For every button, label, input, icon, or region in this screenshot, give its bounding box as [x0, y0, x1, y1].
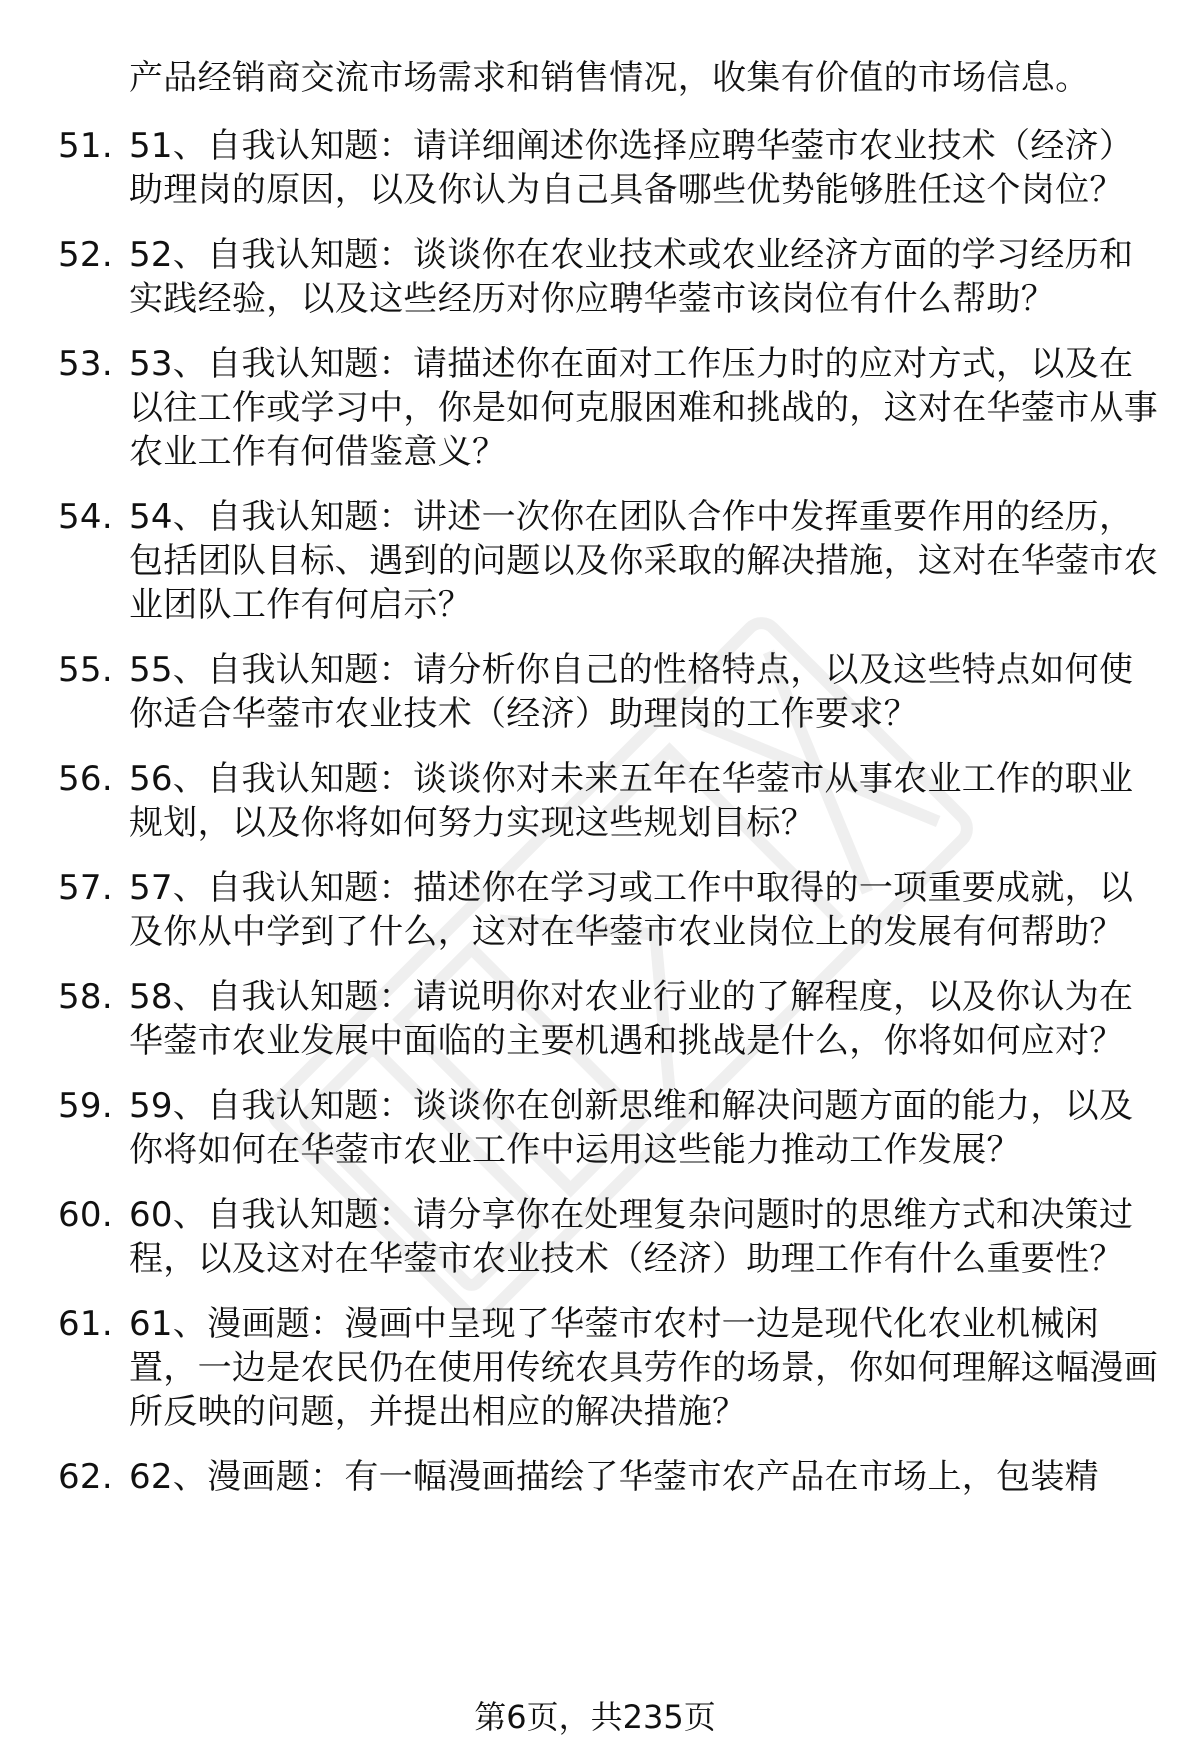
question-text: 53、自我认知题：请描述你在面对工作压力时的应对方式，以及在以往工作或学习中，你是如何克服困难和挑战的，这对在华蓥市从事农业工作有何借鉴意义？: [129, 344, 1158, 472]
question-item-55: [0, 648, 1159, 736]
question-text: 56、自我认知题：谈谈你对未来五年在华蓥市从事农业工作的职业规划，以及你将如何努力实现这些规划目标？: [129, 759, 1134, 843]
question-number: 62.: [58, 1457, 113, 1497]
question-text: 59、自我认知题：谈谈你在创新思维和解决问题方面的能力，以及你将如何在华蓥市农业工作中运用这些能力推动工作发展？: [129, 1086, 1134, 1170]
question-item-56: [0, 757, 1159, 845]
question-number: 58.: [58, 977, 113, 1017]
question-text: 60、自我认知题：请分享你在处理复杂问题时的思维方式和决策过程，以及这对在华蓥市农业技术（经济）助理工作有什么重要性？: [129, 1195, 1134, 1279]
question-text: 52、自我认知题：谈谈你在农业技术或农业经济方面的学习经历和实践经验，以及这些经历对你应聘华蓥市该岗位有什么帮助？: [129, 235, 1134, 319]
question-text: 62、漫画题：有一幅漫画描绘了华蓥市农产品在市场上，包装精: [129, 1457, 1099, 1497]
question-text: 54、自我认知题：讲述一次你在团队合作中发挥重要作用的经历，包括团队目标、遇到的问题以及你采取的解决措施，这对在华蓥市农业团队工作有何启示？: [129, 497, 1158, 625]
question-list: [0, 124, 1190, 1520]
page-footer: 第6页，共235页: [474, 1698, 716, 1736]
question-number: 51.: [58, 126, 113, 166]
question-text: 51、自我认知题：请详细阐述你选择应聘华蓥市农业技术（经济）助理岗的原因，以及你认为自己具备哪些优势能够胜任这个岗位？: [129, 126, 1134, 210]
question-number: 53.: [58, 344, 113, 384]
question-number: 61.: [58, 1304, 113, 1344]
question-item-54: [0, 495, 1159, 627]
question-item-62: [0, 1455, 1159, 1499]
question-item-53: [0, 342, 1159, 474]
question-number: 59.: [58, 1086, 113, 1126]
question-number: 54.: [58, 497, 113, 537]
question-number: 56.: [58, 759, 113, 799]
question-item-51: [0, 124, 1159, 212]
question-text: 57、自我认知题：描述你在学习或工作中取得的一项重要成就，以及你从中学到了什么，这对在华蓥市农业岗位上的发展有何帮助？: [129, 868, 1134, 952]
question-number: 57.: [58, 868, 113, 908]
question-text: 58、自我认知题：请说明你对农业行业的了解程度，以及你认为在华蓥市农业发展中面临的主要机遇和挑战是什么，你将如何应对？: [129, 977, 1134, 1061]
question-item-52: [0, 233, 1159, 321]
question-number: 52.: [58, 235, 113, 275]
question-item-58: [0, 975, 1159, 1063]
question-number: 60.: [58, 1195, 113, 1235]
question-item-59: [0, 1084, 1159, 1172]
question-text: 55、自我认知题：请分析你自己的性格特点，以及这些特点如何使你适合华蓥市农业技术（经济）助理岗的工作要求？: [129, 650, 1134, 734]
question-item-57: [0, 866, 1159, 954]
question-item-60: [0, 1193, 1159, 1281]
question-item-61: [0, 1302, 1159, 1434]
question-number: 55.: [58, 650, 113, 690]
lead-paragraph: 产品经销商交流市场需求和销售情况，收集有价值的市场信息。: [129, 58, 1090, 98]
question-text: 61、漫画题：漫画中呈现了华蓥市农村一边是现代化农业机械闲置，一边是农民仍在使用传统农具劳作的场景，你如何理解这幅漫画所反映的问题，并提出相应的解决措施？: [129, 1304, 1158, 1432]
